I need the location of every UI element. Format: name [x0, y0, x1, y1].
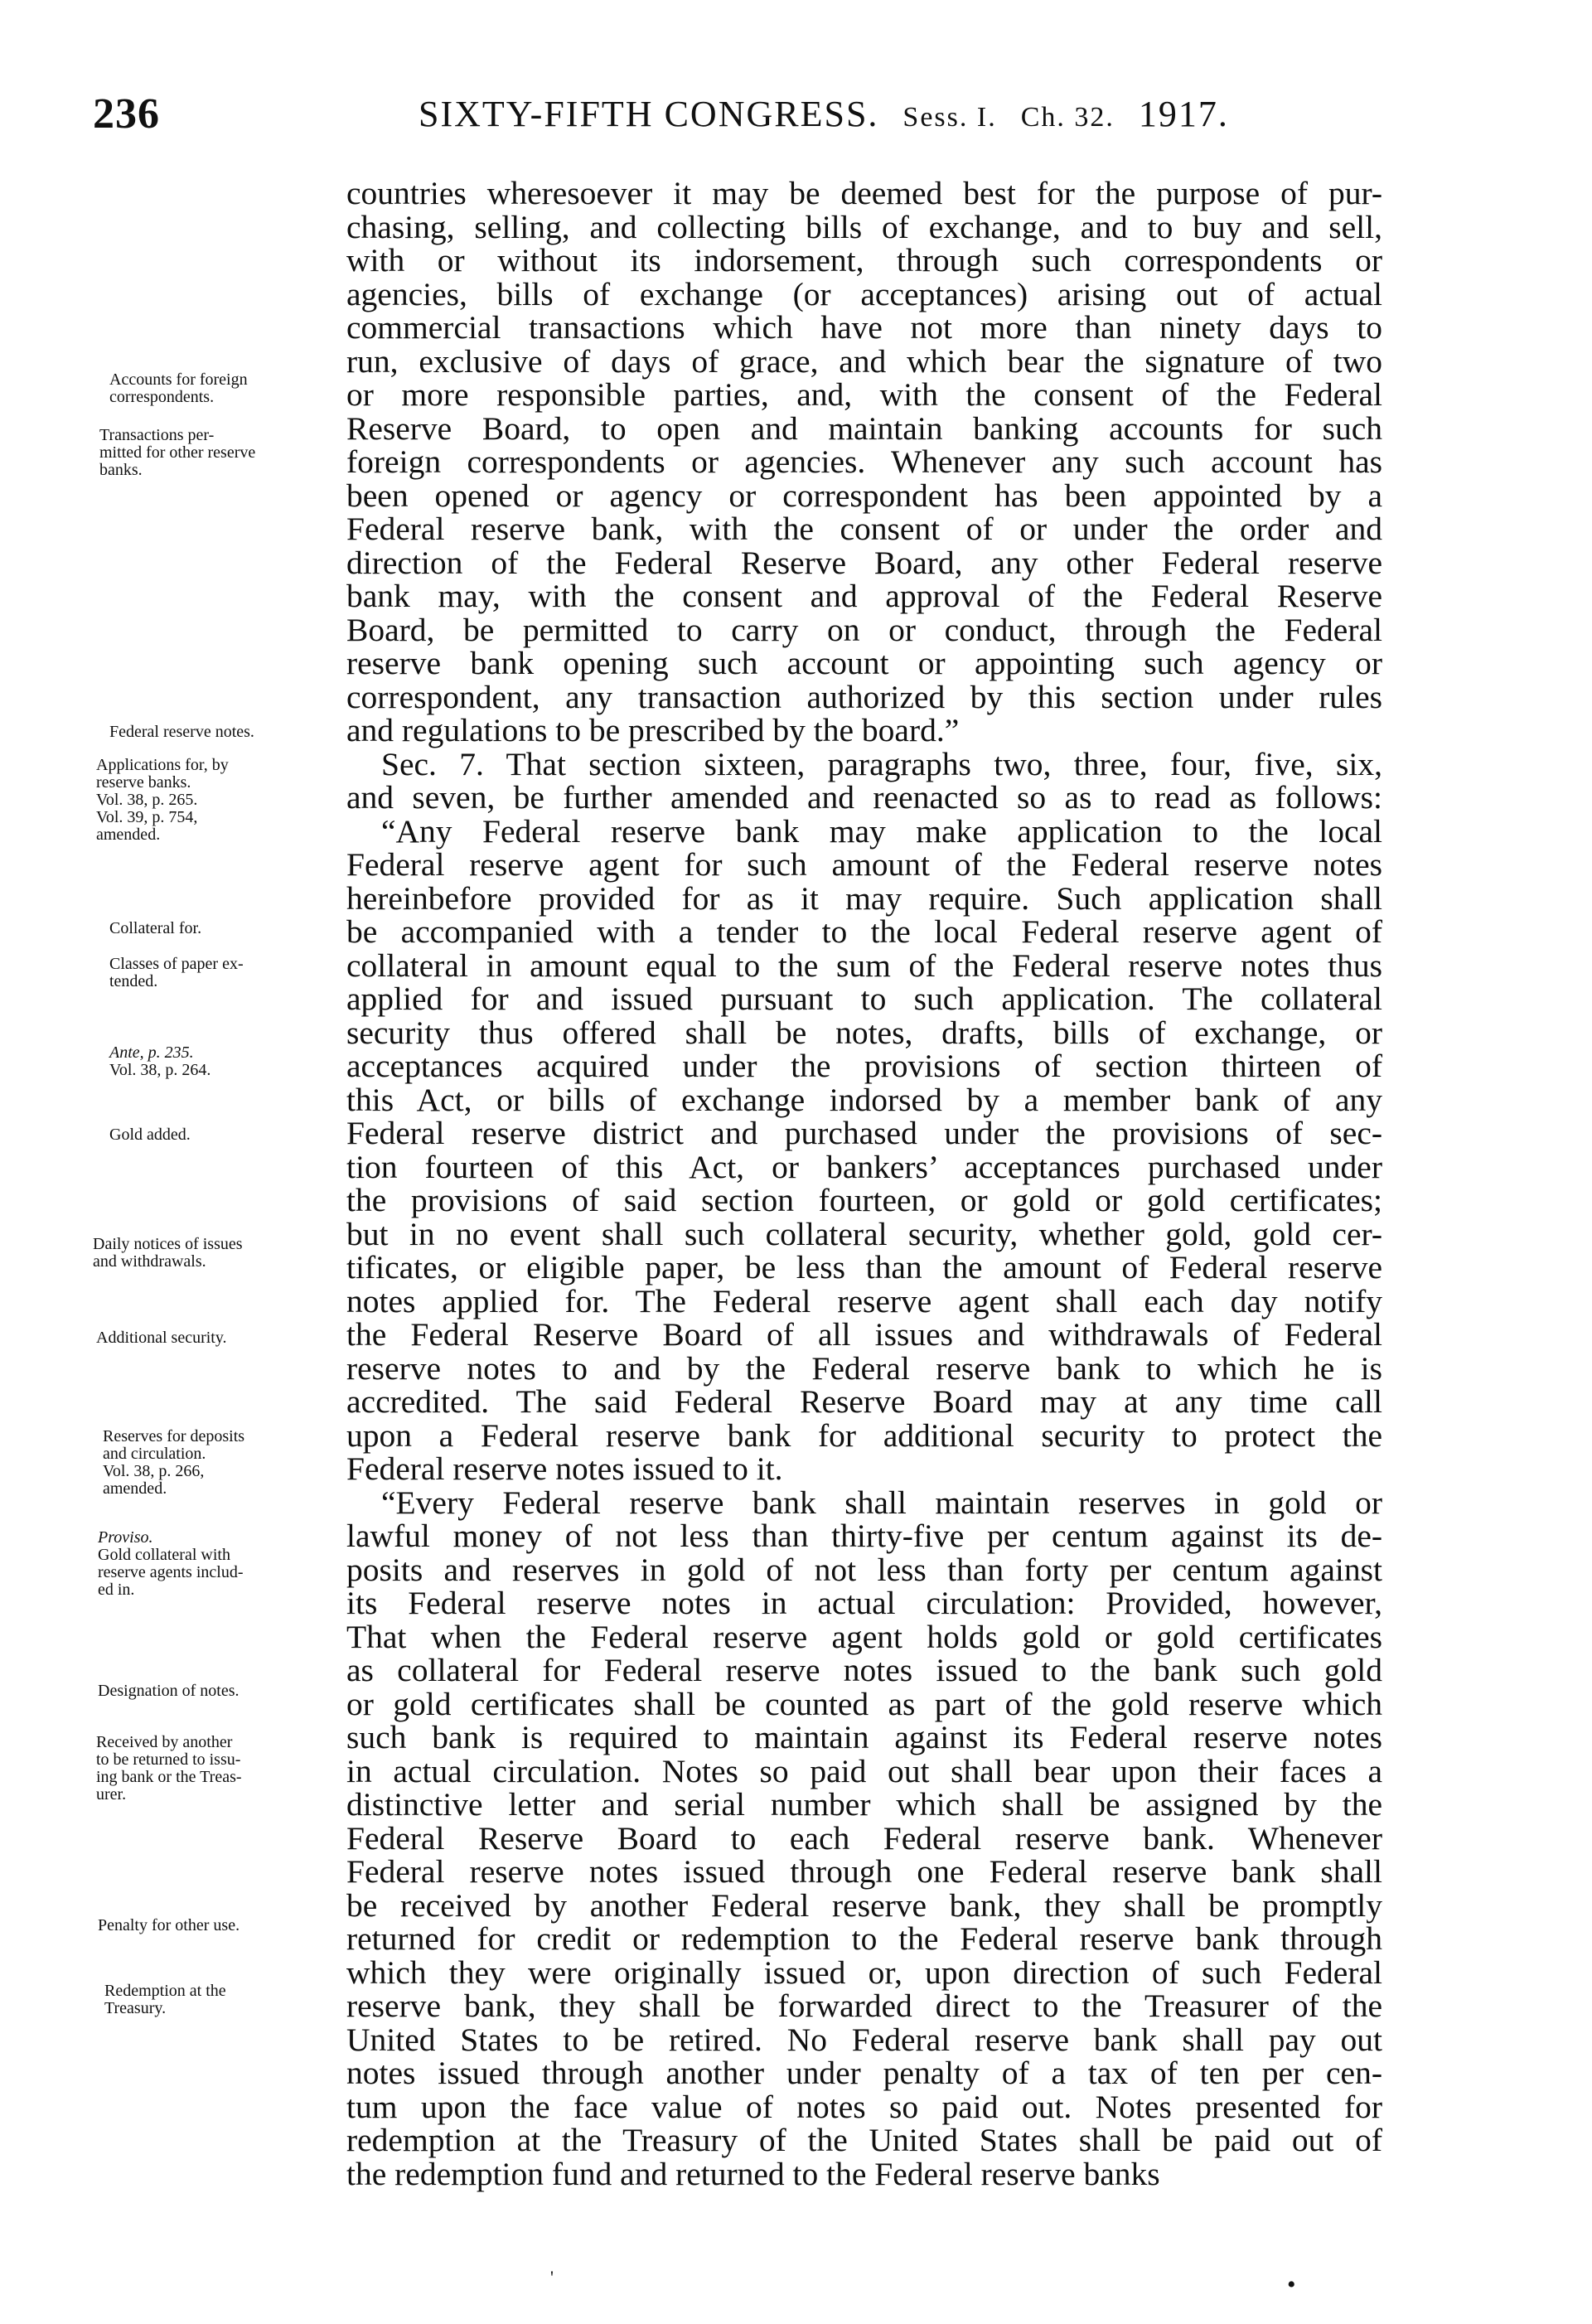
text-line: reserve bank, they shall be forwarded direct to the Treasurer of the	[346, 1988, 1382, 2024]
running-head	[419, 93, 1242, 135]
text-line: which they were originally issued or, upon direction of such Federal	[346, 1954, 1382, 1991]
text-line: acceptances acquired under the provisions of section thirteen of	[346, 1048, 1382, 1084]
margin-note-line: and withdrawals.	[93, 1252, 206, 1271]
margin-note-line: reserve banks.	[96, 773, 191, 792]
statute-text	[346, 177, 1382, 2191]
margin-note-collateral	[109, 920, 358, 937]
margin-note-line: mitted for other reserve	[99, 443, 256, 462]
margin-note-line: Proviso.	[98, 1528, 153, 1547]
text-line: United States to be retired. No Federal reserve bank shall pay out	[346, 2021, 1382, 2058]
text-line: accredited. The said Federal Reserve Board may at any time call	[346, 1383, 1382, 1420]
margin-note-additional-security	[96, 1329, 345, 1347]
dot-mark: •	[1287, 2271, 1296, 2298]
margin-note-received	[96, 1734, 345, 1804]
congress-title: SIXTY-FIFTH CONGRESS.	[419, 94, 879, 134]
text-line: in actual circulation. Notes so paid out shall bear upon their faces a	[346, 1752, 1382, 1789]
margin-note-line: tended.	[109, 972, 158, 990]
text-line: returned for credit or redemption to the Federal reserve bank through	[346, 1920, 1382, 1957]
text-line: such bank is required to maintain against its Federal reserve notes	[346, 1719, 1382, 1755]
margin-note-accounts	[109, 371, 358, 406]
text-line: bank may, with the consent and approval of the Federal Reserve	[346, 578, 1382, 614]
chapter-label: Ch. 32.	[1020, 102, 1115, 133]
margin-note-line: banks.	[99, 461, 143, 479]
text-line: reserve notes to and by the Federal reserve bank to which he is	[346, 1349, 1382, 1387]
margin-note-designation	[98, 1682, 346, 1700]
margin-note-line: Gold added.	[109, 1126, 191, 1144]
text-line: and seven, be further amended and reenacted so as to read as follows:	[346, 779, 1382, 816]
year-label: 1917.	[1138, 94, 1229, 134]
text-line: applied for and issued pursuant to such application. The collateral	[346, 980, 1382, 1017]
text-line: notes applied for. The Federal reserve agent shall each day notify	[346, 1282, 1382, 1319]
margin-note-line: Vol. 38, p. 266,	[103, 1462, 205, 1480]
margin-note-applications	[96, 757, 345, 844]
margin-note-line: ing bank or the Treas-	[96, 1768, 242, 1786]
text-line: upon a Federal reserve bank for additional security to protect the	[346, 1416, 1382, 1454]
margin-note-line: and circulation.	[103, 1445, 206, 1463]
text-line: redemption at the Treasury of the United States shall be paid out of	[346, 2122, 1382, 2158]
margin-note-penalty	[98, 1917, 346, 1934]
text-line: collateral in amount equal to the sum of the Federal reserve notes thus	[346, 947, 1382, 984]
text-line: tion fourteen of this Act, or bankers’ acceptances purchased under	[346, 1148, 1382, 1185]
text-line: notes issued through another under penalty of a tax of ten per cen-	[346, 2055, 1382, 2091]
text-line: be received by another Federal reserve bank, they shall be promptly	[346, 1886, 1382, 1924]
margin-notes	[0, 0, 348, 2324]
margin-note-line: Vol. 38, p. 264.	[109, 1061, 211, 1079]
text-line: as collateral for Federal reserve notes issued to the bank such gold	[346, 1652, 1382, 1688]
text-line: countries wheresoever it may be deemed best for the purpose of pur-	[346, 175, 1382, 211]
margin-note-reserves	[103, 1428, 351, 1498]
text-line: posits and reserves in gold of not less than forty per centum against	[346, 1551, 1382, 1588]
text-line: Federal reserve notes issued through one Federal reserve bank shall	[346, 1853, 1382, 1890]
text-line: be accompanied with a tender to the local Federal reserve agent of	[346, 913, 1382, 950]
text-line: correspondent, any transaction authorized by this section under rules	[346, 678, 1382, 715]
text-line: the redemption fund and returned to the Federal reserve banks	[346, 2155, 1160, 2192]
text-line: run, exclusive of days of grace, and which bear the signature of two	[346, 342, 1382, 380]
margin-note-line: to be returned to issu-	[96, 1750, 241, 1769]
margin-note-proviso	[98, 1529, 346, 1599]
margin-note-line: Additional security.	[96, 1329, 227, 1347]
margin-note-gold-added	[109, 1126, 358, 1144]
margin-note-line: reserve agents includ-	[98, 1563, 244, 1581]
text-line: “Any Federal reserve bank may make application to the local	[381, 812, 1382, 850]
margin-note-line: correspondents.	[109, 388, 215, 406]
text-line: Sec. 7. That section sixteen, paragraphs two, three, four, five, six,	[381, 745, 1382, 782]
text-line: distinctive letter and serial number which shall be assigned by the	[346, 1786, 1382, 1823]
text-line: agencies, bills of exchange (or acceptances) arising out of actual	[346, 275, 1382, 312]
margin-note-line: Collateral for.	[109, 919, 202, 937]
margin-note-federal-reserve-notes	[109, 724, 358, 741]
margin-note-line: Ante, p. 235.	[109, 1043, 194, 1062]
text-line: That when the Federal reserve agent holds gold or gold certificates	[346, 1618, 1382, 1655]
text-line: tum upon the face value of notes so paid out. Notes presented for	[346, 2088, 1382, 2125]
text-line: Reserve Board, to open and maintain banking accounts for such	[346, 409, 1382, 447]
text-line: Federal Reserve Board to each Federal reserve bank. Whenever	[346, 1819, 1382, 1857]
text-line: been opened or agency or correspondent has been appointed by a	[346, 477, 1382, 514]
text-line: tificates, or eligible paper, be less than the amount of Federal reserve	[346, 1249, 1382, 1285]
text-line: “Every Federal reserve bank shall maintain reserves in gold or	[381, 1484, 1382, 1521]
text-line: but in no event shall such collateral security, whether gold, gold cer-	[346, 1215, 1382, 1252]
margin-note-line: Reserves for deposits	[103, 1427, 245, 1445]
margin-note-line: Designation of notes.	[98, 1682, 240, 1700]
margin-note-line: Daily notices of issues	[93, 1235, 243, 1253]
margin-note-line: Received by another	[96, 1733, 233, 1751]
margin-note-transactions	[99, 427, 348, 479]
text-line: commercial transactions which have not more than ninety days to	[346, 309, 1382, 346]
text-line: and regulations to be prescribed by the board.”	[346, 712, 960, 748]
text-line: Federal reserve agent for such amount of the Federal reserve notes	[346, 846, 1382, 883]
text-line: the Federal Reserve Board of all issues and withdrawals of Federal	[346, 1316, 1382, 1353]
margin-note-line: Federal reserve notes.	[109, 723, 254, 741]
margin-note-line: urer.	[96, 1785, 127, 1804]
text-line: reserve bank opening such account or appointing such agency or	[346, 645, 1382, 681]
text-line: direction of the Federal Reserve Board, any other Federal reserve	[346, 544, 1382, 581]
text-line: lawful money of not less than thirty-five per centum against its de-	[346, 1518, 1382, 1554]
text-line: Federal reserve district and purchased under the provisions of sec-	[346, 1115, 1382, 1151]
text-line: foreign correspondents or agencies. Whenever any such account has	[346, 443, 1382, 480]
text-line: this Act, or bills of exchange indorsed by a member bank of any	[346, 1081, 1382, 1118]
margin-note-line: ed in.	[98, 1581, 135, 1599]
margin-note-ante	[109, 1044, 358, 1079]
margin-note-line: amended.	[96, 826, 161, 844]
text-line: chasing, selling, and collecting bills of exchange, and to buy and sell,	[346, 208, 1382, 245]
margin-note-daily-notices	[93, 1236, 341, 1271]
text-line: hereinbefore provided for as it may require. Such application shall	[346, 879, 1382, 917]
margin-note-line: Accounts for foreign	[109, 370, 248, 389]
margin-note-line: Treasury.	[104, 1999, 167, 2017]
session-label: Sess. I.	[902, 102, 997, 133]
margin-note-line: amended.	[103, 1479, 167, 1498]
margin-note-line: Classes of paper ex-	[109, 955, 244, 973]
margin-note-line: Redemption at the	[104, 1982, 226, 2000]
text-line: or more responsible parties, and, with the consent of the Federal	[346, 376, 1382, 413]
text-line: its Federal reserve notes in actual circulation: Provided, however,	[346, 1585, 1382, 1621]
page-number: 236	[93, 90, 160, 138]
margin-note-line: Transactions per-	[99, 426, 215, 444]
dot-mark: '	[550, 2267, 554, 2288]
margin-note-line: Vol. 39, p. 754,	[96, 808, 198, 826]
margin-note-line: Applications for, by	[96, 756, 229, 774]
text-line: the provisions of said section fourteen, or gold or gold certificates;	[346, 1182, 1382, 1218]
margin-note-line: Vol. 38, p. 265.	[96, 791, 198, 809]
margin-note-line: Gold collateral with	[98, 1546, 230, 1564]
text-line: or gold certificates shall be counted as part of the gold reserve which	[346, 1685, 1382, 1722]
text-line: with or without its indorsement, through such correspondents or	[346, 242, 1382, 278]
margin-note-line: Penalty for other use.	[98, 1916, 240, 1934]
text-line: security thus offered shall be notes, drafts, bills of exchange, or	[346, 1014, 1382, 1051]
text-line: Federal reserve bank, with the consent of or under the order and	[346, 511, 1382, 547]
margin-note-redemption	[104, 1983, 353, 2017]
margin-note-classes	[109, 956, 358, 990]
text-line: Federal reserve notes issued to it.	[346, 1450, 783, 1487]
text-line: Board, be permitted to carry on or conduct, through the Federal	[346, 611, 1382, 648]
